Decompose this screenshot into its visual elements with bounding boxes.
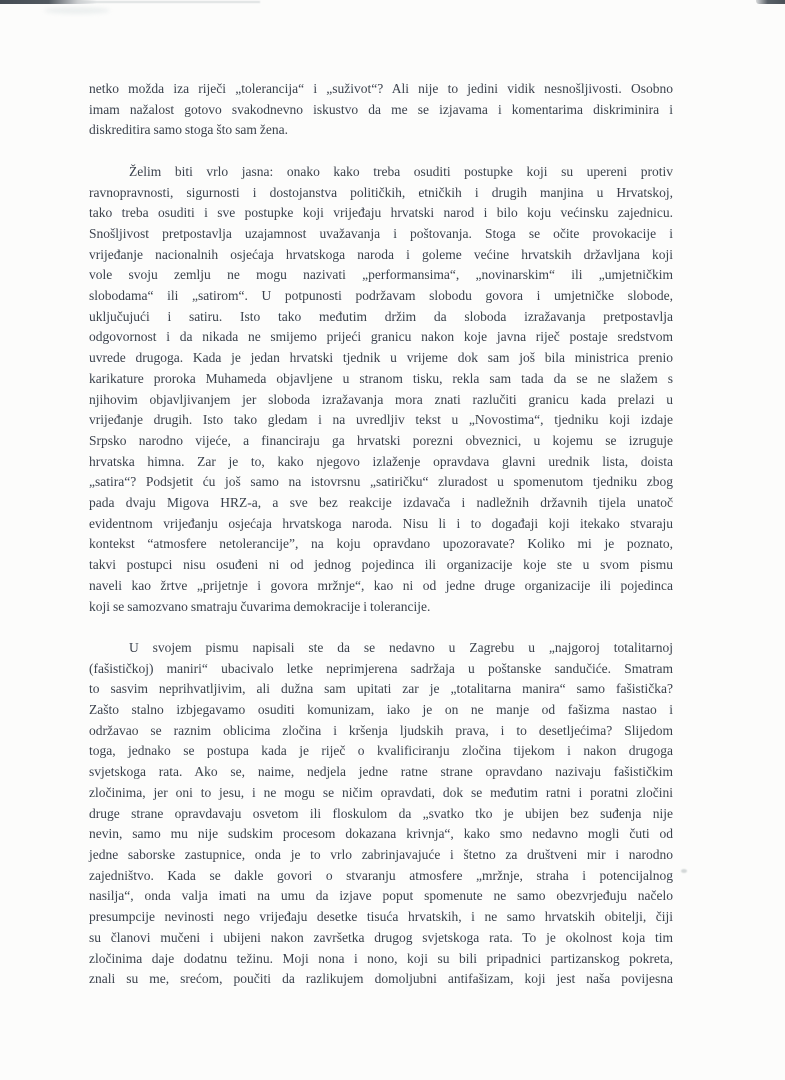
text-line: Snošljivost pretpostavlja uzajamnost uvažavanja i poštovanja. Stoga se očite provokacije i [89,225,673,241]
text-line: hrvatska himna. Zar je to, kako njegovo izlaženje opravdava glavni urednik lista, doista [89,453,673,469]
text-line: koji se samozvano smatraju čuvarima demokracije i tolerancije. [89,598,431,614]
scan-streak-top [80,1,260,3]
scan-speck-right [681,869,687,873]
text-line: Želim biti vrlo jasna: onako kako treba osuditi postupke koji su upereni protiv [129,163,673,179]
scan-artifact-top-left-bar [0,0,97,4]
text-line: netko možda iza riječi „tolerancija“ i „suživot“? Ali nije to jedini vidik nesnošljivosti. Osobno [89,81,673,96]
text-line: evidentnom vrijeđanju osjećaja hrvatskoga naroda. Nisu li i to događaji koji itekako stvaraju [89,515,673,531]
paragraph-1 [89,79,673,141]
text-line: tako treba osuditi i sve postupke koji vrijeđaju hrvatski narod i bilo koju većinsku zajednicu. [89,205,673,221]
text-line: nevin, samo mu nije sudskim procesom dokazana krivnja“, kako smo nedavno mogli čuti od [89,826,673,842]
text-line: uvrede drugoga. Kada je jedan hrvatski tjednik u vrijeme dok sam još bila ministrica prenio [89,350,673,366]
text-line: Zašto stalno izbjegavamo osuditi komunizam, iako je on ne manje od fašizma nastao i [89,702,673,718]
text-line: to sasvim neprihvatljivim, ali dužna sam upitati zar je „totalitarna manira“ samo fašistička? [89,681,673,697]
text-line: U svojem pismu napisali ste da se nedavno u Zagrebu u „najgoroj totalitarnoj [129,639,673,655]
text-line: toga, jednako se postupa kada je riječ o kvalificiranju zločina tijekom i nakon drugoga [89,743,673,759]
text-line: odgovornost i da nikada ne smijemo prijeći granicu nakon koje javna riječ postaje sredstvom [89,329,673,345]
text-line: vrijeđanje drugih. Isto tako gledam i na uvredljiv tekst u „Novostima“, tjedniku koji izdaje [89,412,673,428]
text-line: ravnopravnosti, sigurnosti i dostojanstva političkih, etničkih i drugih manjina u Hrvatskoj, [89,184,673,200]
text-line: slobodama“ ili „satirom“. U potpunosti podržavam slobodu govora i umjetničke slobode, [89,288,673,304]
text-line: zločinima, jer oni to jesu, i ne mogu se ničim opravdati, dok se međutim ratni i poratni zločini [89,784,673,800]
text-line: (fašističkoj) maniri“ ubacivalo letke neprimjerena sadržaja u poštanske sandučiće. Smatram [89,660,673,676]
text-line: znali su me, srećom, poučiti da razlikujem domoljubni antifašizam, koji jest naša povijesna [89,971,673,987]
text-line: su članovi mučeni i ubijeni nakon završetka drugog svjetskoga rata. To je okolnost koja tim [89,929,673,945]
paragraph-2 [89,162,673,617]
text-line: diskreditira samo stoga što sam žena. [89,122,288,138]
text-line: zločinima daje dodatnu težinu. Moji nona i nono, koji su bili pripadnici partizanskog pokreta, [89,950,673,966]
text-line: vrijeđanje nacionalnih osjećaja hrvatskoga naroda i goleme većine hrvatskih državljana koji [89,246,673,262]
text-line: naveli kao žrtve „prijetnje i govora mržnje“, kao ni od jedne druge organizacije ili pojedinca [89,577,673,593]
text-line: pada dvaju Migova HRZ-a, a sve bez reakcije izdavača i nadležnih državnih tijela unatoč [89,495,673,511]
scan-smudge-top-left [44,7,110,14]
text-line: kontekst “atmosfere netolerancije”, na koju opravdano upozoravate? Koliko mi je poznato, [89,536,673,552]
text-line: Srpsko narodno vijeće, a financiraju ga hrvatski porezni obveznici, u kojemu se izruguje [89,432,673,448]
paragraph-3 [89,638,673,990]
text-line: uključujući i satiru. Isto tako međutim držim da sloboda izražavanja pretpostavlja [89,308,673,324]
text-line: presumpcije nevinosti nego vrijeđaju desetke tisuća hrvatskih, i ne samo hrvatskih obitelji, čiji [89,909,673,925]
text-line: zajedništvo. Kada se dakle govori o stvaranju atmosfere „mržnje, straha i potencijalnog [89,867,673,883]
text-line: „satira“? Podsjetit ću još samo na istovrsnu „satiričku“ zluradost u spomenutom tjedniku zbog [89,474,673,490]
text-line: druge strane opravdavaju osvetom ili floskulom da „svatko tko je ubijen bez suđenja nije [89,805,673,821]
text-line: njihovim objavljivanjem jer sloboda izražavanja mora znati razlučiti granicu kada prelazi u [89,391,673,407]
scan-artifact-top-right [756,0,785,4]
text-line: nasilja“, onda valja imati na umu da izjave poput spomenute ne samo obezvrjeđuju načelo [89,888,673,904]
text-line: imam nažalost gotovo svakodnevno iskustvo da me se izjavama i komentarima diskriminira i [89,101,673,117]
letter-body-text [89,79,673,990]
text-line: takvi postupci nisu osuđeni ni od jednog pojedinca ili organizacije koje ste u svom pismu [89,557,673,573]
text-line: svjetskoga rata. Ako se, naime, nedjela jedne ratne strane opravdano nazivaju fašističkim [89,764,673,780]
text-line: jedne saborske zastupnice, onda je to vrlo zabrinjavajuće i štetno za društveni mir i narodno [89,846,673,862]
text-line: karikature proroka Muhameda objavljene u stranom tisku, rekla sam tada da se ne slažem s [89,370,673,386]
text-line: održavao se raznim oblicima zločina i kršenja ljudskih prava, i to desetljećima? Slijedom [89,722,673,738]
text-line: vole svoju zemlju ne mogu nazivati „performansima“, „novinarskim“ ili „umjetničkim [89,267,673,283]
